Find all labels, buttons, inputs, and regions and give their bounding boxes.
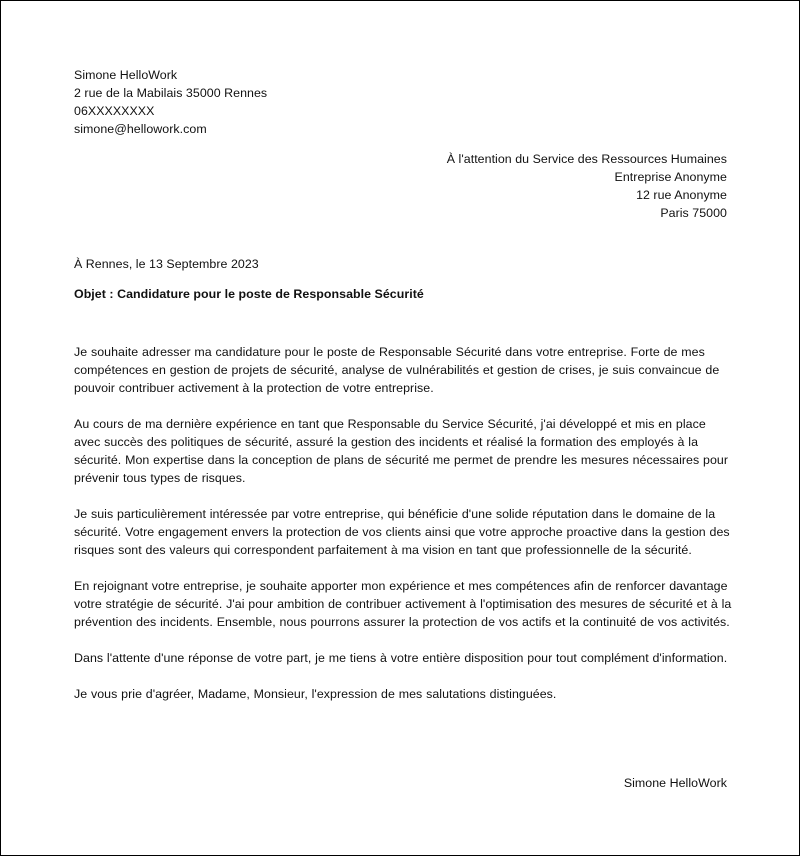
letter-body — [74, 343, 734, 721]
recipient-attention: À l'attention du Service des Ressources Humaines — [446, 152, 727, 166]
signature: Simone HelloWork — [623, 776, 727, 790]
recipient-street: 12 rue Anonyme — [636, 188, 727, 202]
sender-name: Simone HelloWork — [74, 68, 178, 82]
date-line: À Rennes, le 13 Septembre 2023 — [74, 257, 259, 271]
body-paragraph: Au cours de ma dernière expérience en tant que Responsable du Service Sécurité, j'ai développé et mis en place avec succès des politiques de sécurité, assuré la gestion des incidents et réalisé la formation des employés à la sécurité. Mon expertise dans la conception de plans de sécurité me permet de prendre les mesures nécessaires pour prévenir tous types de risques. — [74, 417, 729, 485]
body-paragraph: Je souhaite adresser ma candidature pour le poste de Responsable Sécurité dans votre entreprise. Forte de mes compétences en gestion de projets de sécurité, analyse de vulnérabilités et gestion de crises, je suis convaincue de pouvoir contribuer activement à la protection de votre entreprise. — [74, 345, 720, 395]
sender-address: 2 rue de la Mabilais 35000 Rennes — [74, 86, 268, 100]
recipient-city: Paris 75000 — [660, 206, 727, 220]
recipient-address-block — [447, 150, 727, 222]
sender-email: simone@hellowork.com — [74, 122, 207, 136]
sender-phone: 06XXXXXXXX — [74, 104, 155, 118]
body-paragraph: Dans l'attente d'une réponse de votre part, je me tiens à votre entière disposition pour tout complément d'information. — [74, 651, 728, 665]
sender-address-block — [74, 66, 267, 138]
closing-paragraph: Je vous prie d'agréer, Madame, Monsieur, l'expression de mes salutations distinguées. — [74, 687, 557, 701]
body-paragraph: En rejoignant votre entreprise, je souhaite apporter mon expérience et mes compétences afin de renforcer davantage votre stratégie de sécurité. J'ai pour ambition de contribuer activement à l'optimisation des mesures de sécurité et à la prévention des incidents. Ensemble, nous pourrons assurer la protection de vos actifs et la continuité de vos activités. — [74, 579, 732, 629]
recipient-company: Entreprise Anonyme — [614, 170, 727, 184]
body-paragraph: Je suis particulièrement intéressée par votre entreprise, qui bénéficie d'une solide réputation dans le domaine de la sécurité. Votre engagement envers la protection de vos clients ainsi que votre approche proactive dans la gestion des risques sont des valeurs qui correspondent parfaitement à ma vision en tant que professionnelle de la sécurité. — [74, 507, 730, 557]
subject-line: Objet : Candidature pour le poste de Responsable Sécurité — [74, 287, 424, 301]
